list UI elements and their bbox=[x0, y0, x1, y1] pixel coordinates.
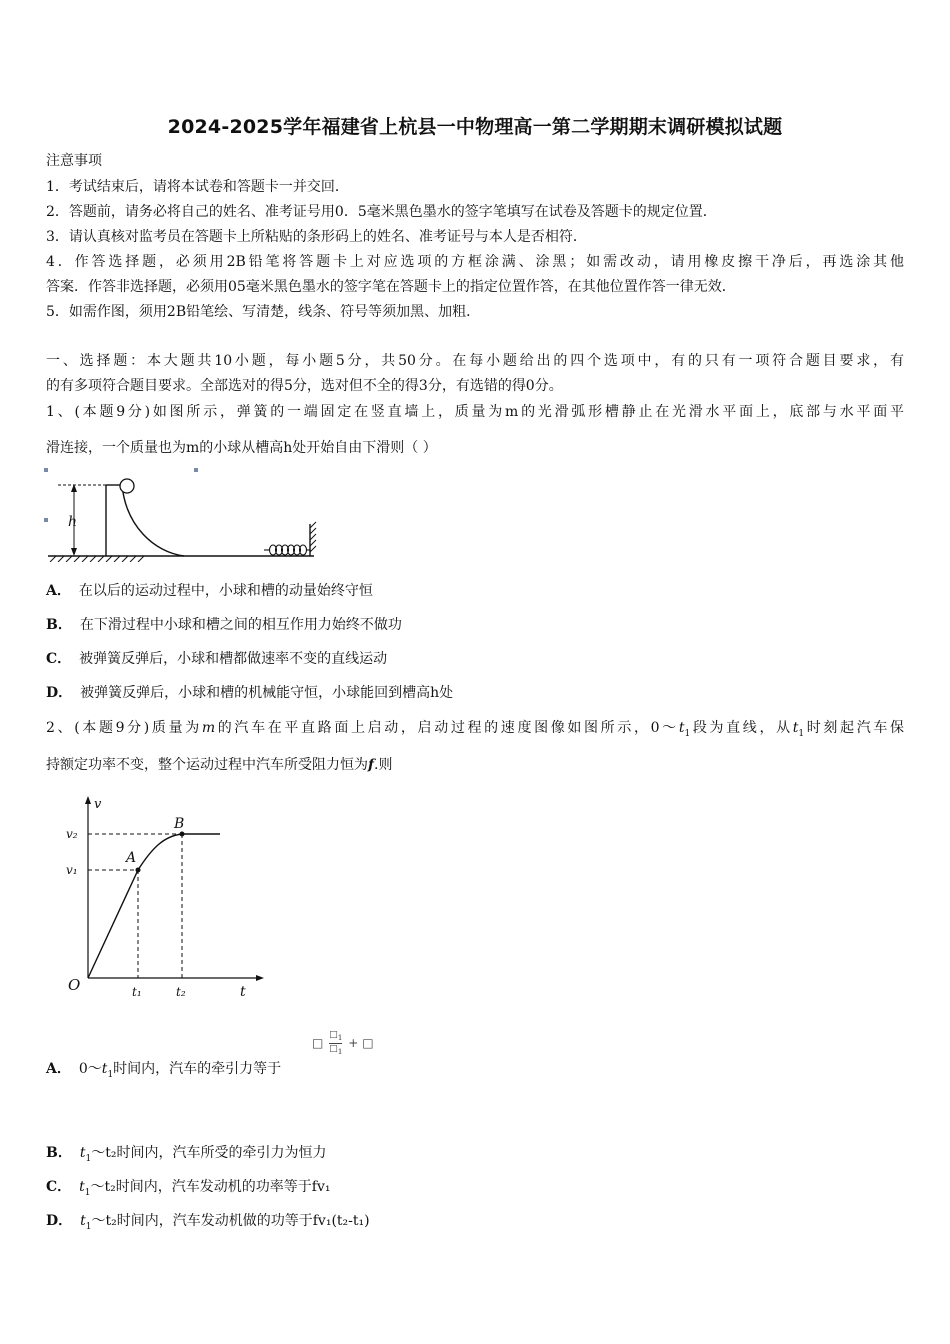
q2-stem-1: 2、(本题9分)质量为m的汽车在平直路面上启动，启动过程的速度图像如图所示，$0\sim t_1$段为直线，从$t_1$时刻起汽车保 bbox=[46, 720, 904, 739]
q1-figure-groove-spring bbox=[44, 466, 324, 562]
marker-icon bbox=[194, 468, 198, 472]
q1-option-c[interactable]: C． 被弹簧反弹后，小球和槽都做速率不变的直线运动 bbox=[46, 651, 388, 667]
q1-stem-2: 滑连接，一个质量也为m的小球从槽高h处开始自由下滑则（ ） bbox=[46, 440, 437, 456]
notice-heading: 注意事项 bbox=[46, 153, 102, 169]
point-a bbox=[136, 868, 141, 873]
x-axis-label: t bbox=[240, 984, 246, 1000]
q2-velocity-time-graph bbox=[60, 790, 270, 1005]
notice-item-4: 4．作答选择题，必须用2B铅笔将答题卡上对应选项的方框涂满、涂黑；如需改动，请用橡皮擦干净后，再选涂其他 bbox=[46, 254, 904, 270]
point-b-label: B bbox=[174, 816, 185, 832]
q2-option-b[interactable]: B． $t_1\sim t_2$时间内，汽车所受的牵引力为恒力 bbox=[46, 1145, 327, 1164]
q1-option-d[interactable]: D． 被弹簧反弹后，小球和槽的机械能守恒，小球能回到槽高h处 bbox=[46, 685, 454, 701]
groove-arc bbox=[122, 485, 184, 556]
notice-item-1: 1．考试结束后，请将本试卷和答题卡一并交回． bbox=[46, 179, 349, 195]
height-label: h bbox=[68, 514, 78, 530]
q1-stem-1: 1、(本题9分)如图所示，弹簧的一端固定在竖直墙上，质量为m的光滑弧形槽静止在光滑水平面上，底部与水平面平 bbox=[46, 404, 904, 420]
v1-label: v₁ bbox=[66, 863, 78, 877]
notice-item-2: 2．答题前，请务必将自己的姓名、准考证号用0．5毫米黑色墨水的签字笔填写在试卷及答题卡的规定位置． bbox=[46, 204, 717, 220]
q2-stem-2: 持额定功率不变，整个运动过程中汽车所受阻力恒为f.则 bbox=[46, 757, 393, 773]
marker-icon bbox=[44, 468, 48, 472]
option-a-formula: □ $\frac{□_1}{□_1}$ + □ bbox=[312, 1030, 374, 1056]
t1-label: t₁ bbox=[132, 985, 142, 999]
origin-label: O bbox=[68, 976, 81, 994]
point-b bbox=[180, 832, 185, 837]
q2-option-c[interactable]: C． $t_1\sim t_2$时间内，汽车发动机的功率等于fv₁ bbox=[46, 1179, 331, 1198]
notice-item-4-cont: 答案．作答非选择题，必须用05毫米黑色墨水的签字笔在答题卡上的指定位置作答，在其他位置作答一律无效． bbox=[46, 279, 736, 295]
q2-option-a[interactable]: A． $0\sim t_1$时间内，汽车的牵引力等于 bbox=[46, 1061, 282, 1080]
point-a-label: A bbox=[126, 850, 137, 866]
notice-item-5: 5．如需作图，须用2B铅笔绘、写清楚，线条、符号等须加黑、加粗． bbox=[46, 304, 481, 320]
spring-icon bbox=[264, 545, 310, 555]
t2-label: t₂ bbox=[176, 985, 186, 999]
section-instructions-1: 一、选择题：本大题共10小题，每小题5分，共50分。在每小题给出的四个选项中，有的只有一项符合题目要求，有 bbox=[46, 353, 904, 369]
wall-hatch bbox=[310, 522, 316, 552]
q1-option-a[interactable]: A． 在以后的运动过程中，小球和槽的动量始终守恒 bbox=[46, 583, 373, 599]
page-title: 2024-2025学年福建省上杭县一中物理高一第二学期期末调研模拟试题 bbox=[167, 116, 783, 138]
q1-option-b[interactable]: B． 在下滑过程中小球和槽之间的相互作用力始终不做功 bbox=[46, 617, 402, 633]
velocity-curve bbox=[88, 834, 220, 978]
v2-label: v₂ bbox=[66, 827, 78, 841]
section-instructions-2: 的有多项符合题目要求。全部选对的得5分，选对但不全的得3分，有选错的得0分。 bbox=[46, 378, 563, 394]
ball-icon bbox=[120, 479, 134, 493]
marker-icon bbox=[44, 518, 48, 522]
y-axis-label: v bbox=[94, 797, 102, 812]
notice-item-3: 3．请认真核对监考员在答题卡上所粘贴的条形码上的姓名、准考证号与本人是否相符． bbox=[46, 229, 587, 245]
ground-hatch bbox=[50, 556, 144, 562]
q2-option-d[interactable]: D． $t_1\sim t_2$时间内，汽车发动机做的功等于fv₁(t₂-t₁) bbox=[46, 1213, 370, 1232]
